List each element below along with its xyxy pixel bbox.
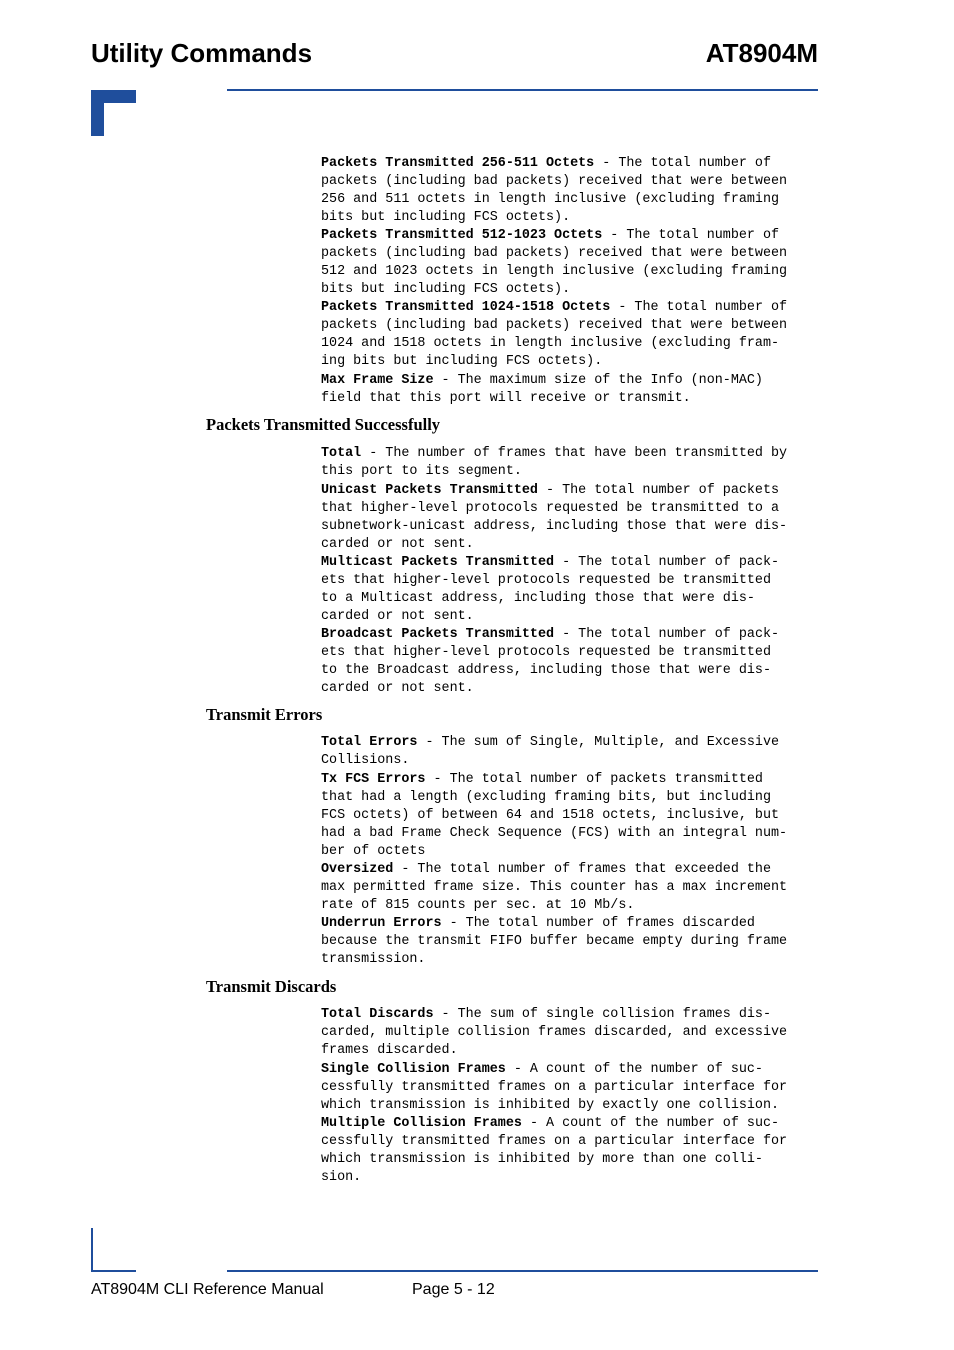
definition-term: Multicast Packets Transmitted <box>321 555 555 570</box>
header-rule <box>227 89 818 91</box>
header-section-title: Utility Commands <box>91 38 313 68</box>
definition-item <box>321 372 821 408</box>
definition-item <box>321 1061 821 1115</box>
footer-manual-title: AT8904M CLI Reference Manual <box>91 1281 324 1298</box>
definition-term: Total Discards <box>321 1007 434 1022</box>
definition-text: - The sum of single collision frames dis- carded, multiple collision frames discarded, and excessive frames discarded. <box>321 1007 788 1058</box>
definition-term: Packets Transmitted 512-1023 Octets <box>321 228 603 243</box>
definition-item <box>321 1115 821 1187</box>
footer-corner-mark-vertical <box>91 1228 93 1272</box>
definition-text: - The total number of packets that higher-level protocols requested be transmitted to a subnetwork-unicast address, including those that were dis- carded or not sent. <box>321 483 788 552</box>
definition-text: - A count of the number of suc- cessfully transmitted frames on a particular interface for which transmission is inhibited by exactly one collision. <box>321 1062 788 1113</box>
definition-item <box>321 734 821 770</box>
definition-item <box>321 155 821 227</box>
definition-text: - The total number of packets (including bad packets) received that were between 512 and 1023 octets in length inclusive (excluding framing bits but including FCS octets). <box>321 228 788 297</box>
definition-term: Packets Transmitted 1024-1518 Octets <box>321 300 611 315</box>
section-heading: Packets Transmitted Successfully <box>206 415 441 434</box>
definition-item <box>321 1006 821 1060</box>
definition-item <box>321 482 821 554</box>
definition-text: - A count of the number of suc- cessfully transmitted frames on a particular interface for which transmission is inhibited by more than one colli- sion. <box>321 1116 788 1185</box>
definition-term: Tx FCS Errors <box>321 772 426 787</box>
header-corner-mark-horizontal <box>91 90 136 103</box>
definition-item <box>321 771 821 861</box>
definition-term: Total Errors <box>321 735 418 750</box>
definition-term: Packets Transmitted 256-511 Octets <box>321 156 595 171</box>
definition-term: Broadcast Packets Transmitted <box>321 627 555 642</box>
definition-item <box>321 554 821 626</box>
footer-corner-mark-horizontal <box>91 1270 136 1272</box>
definition-text: - The total number of packets (including bad packets) received that were between 256 and 511 octets in length inclusive (excluding framing bits but including FCS octets). <box>321 156 788 225</box>
definition-text: - The total number of frames that exceeded the max permitted frame size. This counter has a max increment rate of 815 counts per sec. at 10 Mb/s. <box>321 862 788 913</box>
definition-item <box>321 299 821 371</box>
definition-text: - The total number of pack- ets that higher-level protocols requested be transmitted to the Broadcast address, including those that were dis- carded or not sent. <box>321 627 780 696</box>
definition-text: - The total number of frames discarded because the transmit FIFO buffer became empty during frame transmission. <box>321 916 788 967</box>
footer-rule <box>227 1270 818 1272</box>
definition-term: Underrun Errors <box>321 916 442 931</box>
definition-term: Max Frame Size <box>321 373 434 388</box>
definition-term: Total <box>321 446 362 461</box>
definition-text: - The total number of packets (including bad packets) received that were between 1024 and 1518 octets in length inclusive (excluding fram- ing bits but including FCS octets). <box>321 300 788 369</box>
definition-text: - The number of frames that have been transmitted by this port to its segment. <box>321 446 788 479</box>
definition-item <box>321 915 821 969</box>
definition-item <box>321 861 821 915</box>
definition-text: - The maximum size of the Info (non-MAC) field that this port will receive or transmit. <box>321 373 763 406</box>
section-heading: Transmit Errors <box>206 705 323 724</box>
definition-item <box>321 227 821 299</box>
definition-term: Single Collision Frames <box>321 1062 506 1077</box>
section-heading: Transmit Discards <box>206 977 337 996</box>
definition-text: - The sum of Single, Multiple, and Excessive Collisions. <box>321 735 780 768</box>
definition-text: - The total number of pack- ets that higher-level protocols requested be transmitted to a Multicast address, including those that were dis- carded or not sent. <box>321 555 780 624</box>
definition-text: - The total number of packets transmitted that had a length (excluding framing bits, but including FCS octets) of between 64 and 1518 octets, inclusive, but had a bad Frame Check Sequence (FCS) with an integral num- ber of octets <box>321 772 788 859</box>
definition-term: Oversized <box>321 862 394 877</box>
footer-page-number: Page 5 - 12 <box>412 1281 495 1298</box>
header-product-name: AT8904M <box>705 38 818 68</box>
definition-item <box>321 626 821 698</box>
definition-term: Unicast Packets Transmitted <box>321 483 538 498</box>
definition-term: Multiple Collision Frames <box>321 1116 522 1131</box>
definition-item <box>321 445 821 481</box>
